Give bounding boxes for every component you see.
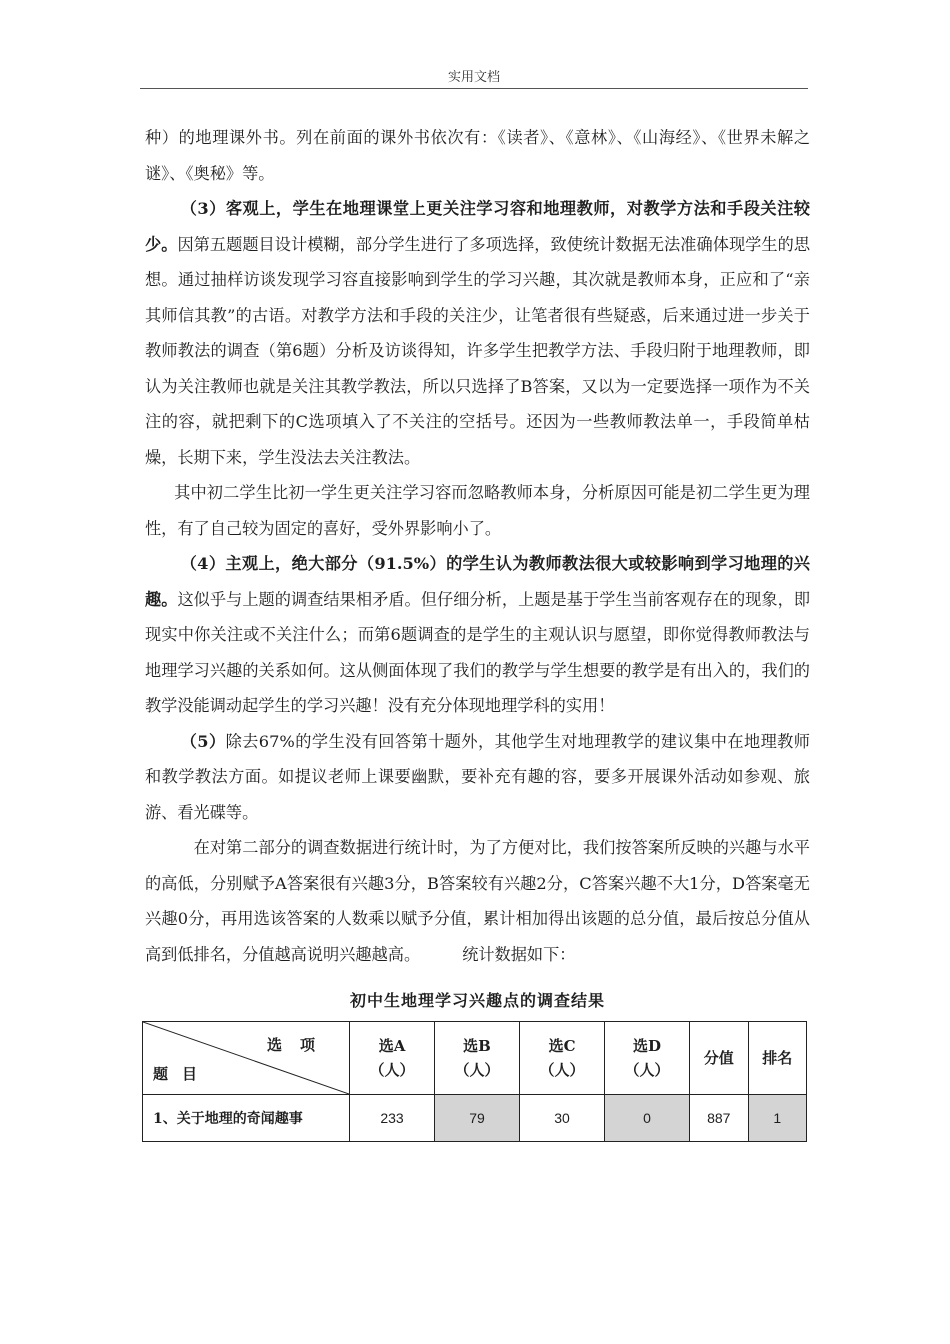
- cell-rank: 1: [748, 1095, 806, 1142]
- col-header-d: [605, 1022, 690, 1095]
- col-header-a: [350, 1022, 435, 1095]
- col-header-b-unit: （人）: [454, 1061, 500, 1079]
- table-header-row: [143, 1022, 807, 1095]
- paragraph-3: 其中初二学生比初一学生更关注学习容而忽略教师本身，分析原因可能是初二学生更为理性，有了自己较为固定的喜好，受外界影响小了。: [145, 483, 810, 538]
- col-header-score: 分值: [690, 1022, 748, 1095]
- col-header-a-label: 选A: [378, 1037, 406, 1055]
- document-body: [145, 120, 810, 1142]
- cell-b: 79: [435, 1095, 520, 1142]
- cell-score: 887: [690, 1095, 748, 1142]
- paragraph-6: [145, 830, 810, 972]
- header-divider: [140, 88, 808, 89]
- cell-d: 0: [605, 1095, 690, 1142]
- table-title: 初中生地理学习兴趣点的调查结果: [349, 991, 605, 1010]
- survey-results-table: [142, 1021, 807, 1142]
- diag-header-options: 选项: [266, 1036, 333, 1054]
- paragraph-5-heading: （5）: [180, 731, 226, 751]
- col-header-d-label: 选D: [633, 1037, 662, 1055]
- col-header-rank: 排名: [748, 1022, 806, 1095]
- paragraph-2-heading: （3）客观上，学生在地理课堂上更关注学习容和地理教师，对教学方法和手段关注较少。: [145, 199, 810, 254]
- col-header-c-unit: （人）: [539, 1061, 585, 1079]
- paragraph-2-text: 因第五题题目设计模糊，部分学生进行了多项选择，致使统计数据无法准确体现学生的思想。通过抽样访谈发现学习容直接影响到学生的学习兴趣，其次就是教师本身，正应和了“亲其师信其教”的古语。对教学方法和手段的关注少，让笔者很有些疑惑，后来通过进一步关于教师教法的调查（第6题）分析及访谈得知，许多学生把教学方法、手段归附于地理教师，即认为关注教师也就是关注其教学教法，所以只选择了B答案，又以为一定要选择一项作为不关注的容，就把剩下的C选项填入了不关注的空括号。还因为一些教师教法单一，手段简单枯燥，长期下来，学生没法去关注教法。: [145, 234, 811, 467]
- col-header-a-unit: （人）: [369, 1061, 415, 1079]
- col-header-c-label: 选C: [548, 1037, 576, 1055]
- paragraph-4: [145, 546, 810, 724]
- paragraph-4-text: 这似乎与上题的调查结果相矛盾。但仔细分析，上题是基于学生当前客观存在的现象，即现实中你关注或不关注什么；而第6题调查的是学生的主观认识与愿望，即你觉得教师教法与地理学习兴趣的关系如何。这从侧面体现了我们的教学与学生想要的教学是有出入的，我们的教学没能调动起学生的学习兴趣！没有充分体现地理学科的实用！: [145, 589, 811, 715]
- col-header-c: [520, 1022, 605, 1095]
- paragraph-1: 种）的地理课外书。列在前面的课外书依次有：《读者》、《意林》、《山海经》、《世界未解之谜》、《奥秘》等。: [145, 128, 810, 183]
- paragraph-6-tail: 统计数据如下：: [462, 944, 576, 964]
- cell-c: 30: [520, 1095, 605, 1142]
- diagonal-header-cell: [143, 1022, 350, 1095]
- page-header-title: 实用文档: [447, 70, 500, 85]
- row-label: 1、关于地理的奇闻趣事: [143, 1095, 350, 1142]
- diag-header-questions: 题目: [153, 1065, 212, 1083]
- col-header-b-label: 选B: [463, 1037, 491, 1055]
- cell-a: 233: [350, 1095, 435, 1142]
- paragraph-4-heading: （4）主观上，绝大部分（91.5%）的学生认为教师教法很大或较影响到学习地理的兴趣。: [145, 554, 810, 609]
- paragraph-6-text: 在对第二部分的调查数据进行统计时，为了方便对比，我们按答案所反映的兴趣与水平的高低，分别赋予A答案很有兴趣3分，B答案较有兴趣2分，C答案兴趣不大1分，D答案毫无兴趣0分，再用选该答案的人数乘以赋予分值，累计相加得出该题的总分值，最后按总分值从高到低排名，分值越高说明兴趣越高。: [145, 838, 810, 964]
- paragraph-2: [145, 191, 810, 475]
- paragraph-5-text: 除去67%的学生没有回答第十题外，其他学生对地理教学的建议集中在地理教师和教学教法方面。如提议老师上课要幽默，要补充有趣的容，要多开展课外活动如参观、旅游、看光碟等。: [145, 731, 810, 822]
- col-header-d-unit: （人）: [624, 1061, 670, 1079]
- paragraph-5: [145, 724, 810, 831]
- col-header-b: [435, 1022, 520, 1095]
- table-row: [143, 1095, 807, 1142]
